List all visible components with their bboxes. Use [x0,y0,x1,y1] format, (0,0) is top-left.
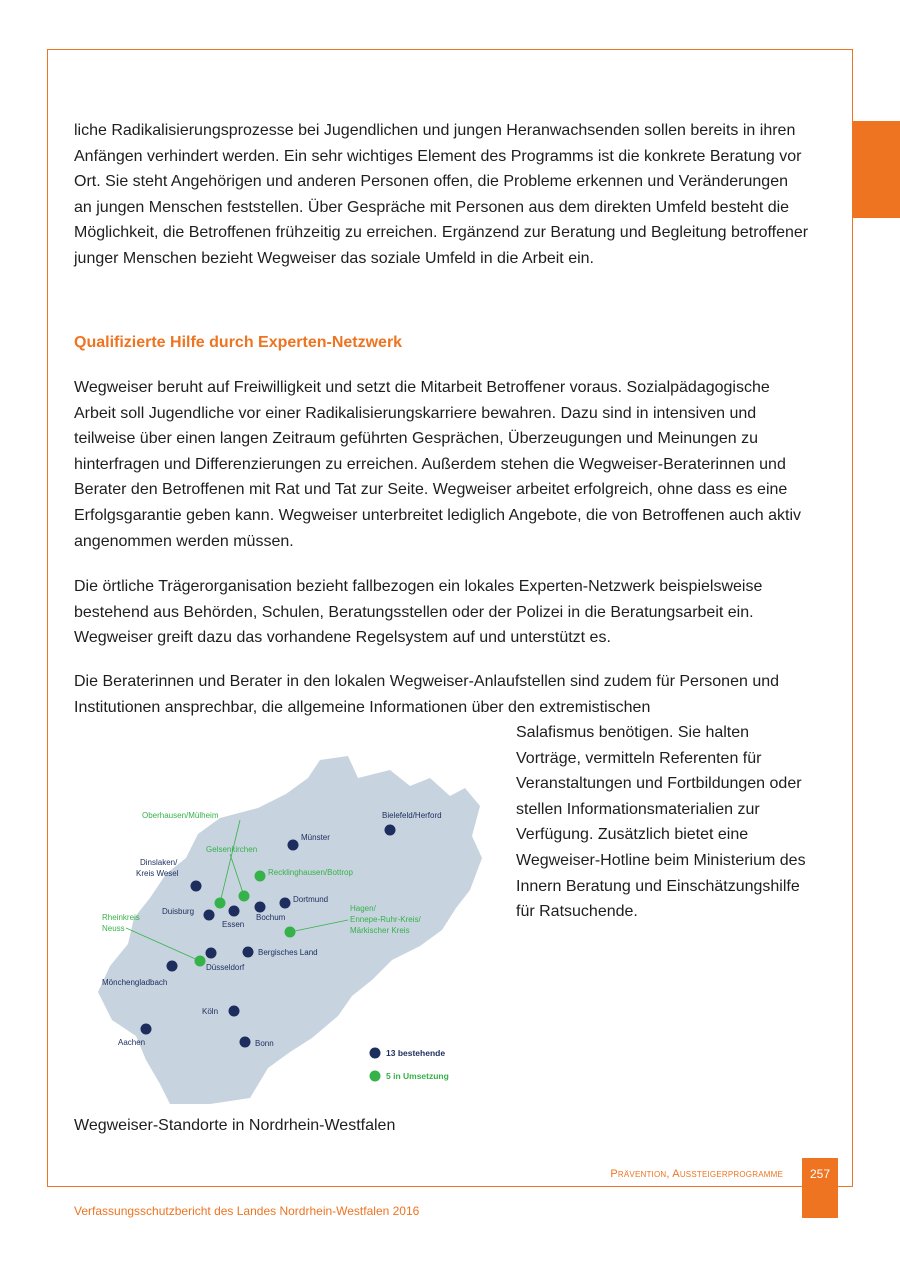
legend-dot-planned [370,1071,381,1082]
dot-recklinghausen [255,871,266,882]
dot-aachen [141,1024,152,1035]
chapter-tab [853,121,900,218]
paragraph-1: liche Radikalisierungsprozesse bei Jugendlichen und jungen Heranwachsenden sollen bereits in ihren Anfängen verhindert werden. Ein sehr wichtiges Element des Programms ist die konkrete Beratung vor Ort. Sie steht Angehörigen und anderen Personen offen, die Probleme erkennen und Veränderungen an jungen Menschen feststellen. Über Gespräche mit Personen aus dem direkten Umfeld besteht die Möglichkeit, die Betroffenen frühzeitig zu erreichen. Ergänzend zur Beratung und Begleitung betroffener junger Menschen bezieht Wegweiser das soziale Umfeld in die Arbeit ein. [74,122,809,267]
dot-bergisches [243,947,254,958]
legend-planned: 5 in Umsetzung [386,1071,449,1081]
dot-moenchengladbach [167,961,178,972]
dot-dinslaken [191,881,202,892]
label-kreis-wesel: Kreis Wesel [136,869,179,878]
label-moenchengladbach: Mönchengladbach [102,978,168,987]
legend-dot-existing [370,1048,381,1059]
label-essen: Essen [222,920,245,929]
legend-existing: 13 bestehende [386,1048,446,1058]
dot-essen [229,906,240,917]
paragraph-3: Die örtliche Trägerorganisation bezieht fallbezogen ein lokales Experten-Netzwerk beispielsweise bestehend aus Behörden, Schulen, Beratungsstellen oder der Polizei in die Beratungsarbeit ein. Wegweiser greift dazu das vorhandene Regelsystem auf und unterstützt es. [74,578,763,647]
paragraph-4-continued: Salafismus benötigen. Sie halten Vorträge, vermitteln Referenten für Veranstaltungen und Fortbildungen oder stellen Informationsmaterialien zur Verfügung. Zusätzlich bietet eine Wegweiser-Hotline beim Ministerium des Innern Beratung und Einschätzungshilfe für Ratsuchende. [516,724,806,921]
section-heading: Qualifizierte Hilfe durch Experten-Netzwerk [74,334,403,351]
label-ennepe: Ennepe-Ruhr-Kreis/ [350,915,421,924]
paragraph-2: Wegweiser beruht auf Freiwilligkeit und setzt die Mitarbeit Betroffener voraus. Sozialpädagogische Arbeit soll Jugendliche vor einer Radikalisierungskarriere bewahren. Dazu sind in intensiven und teilweise über einen langen Zeitraum geführten Gesprächen, Überzeugungen und Meinungen zu hinterfragen und Differenzierungen zu erreichen. Außerdem stehen die Wegweiser-Beraterinnen und Berater den Betroffenen mit Rat und Tat zur Seite. Wegweiser arbeitet erfolgreich, ohne dass es eine Erfolgsgarantie geben kann. Wegweiser unterbreitet lediglich Angebote, die von Betroffenen auch aktiv angenommen werden müssen. [74,379,801,550]
dot-duesseldorf [206,948,217,959]
label-gelsenkirchen: Gelsenkirchen [206,845,258,854]
label-maerkischer: Märkischer Kreis [350,926,410,935]
dot-bielefeld [385,825,396,836]
label-bielefeld: Bielefeld/Herford [382,811,442,820]
map-caption: Wegweiser-Standorte in Nordrhein-Westfalen [74,1117,396,1134]
label-dortmund: Dortmund [293,895,329,904]
label-aachen: Aachen [118,1038,146,1047]
running-footer-section: Prävention, Aussteigerprogramme [610,1168,783,1180]
label-duesseldorf: Düsseldorf [206,963,245,972]
label-duisburg: Duisburg [162,907,195,916]
label-neuss: Neuss [102,924,125,933]
label-bonn: Bonn [255,1039,274,1048]
publication-footer: Verfassungsschutzbericht des Landes Nordrhein-Westfalen 2016 [74,1204,420,1218]
label-rheinkreis: Rheinkreis [102,913,140,922]
label-bergisches: Bergisches Land [258,948,318,957]
dot-duisburg [204,910,215,921]
label-koeln: Köln [202,1007,219,1016]
dot-koeln [229,1006,240,1017]
nrw-map [90,748,490,1108]
paragraph-4: Die Beraterinnen und Berater in den lokalen Wegweiser-Anlaufstellen sind zudem für Personen und Institutionen ansprechbar, die allgemeine Informationen über den extremistischen [74,673,780,716]
dot-dortmund [280,898,291,909]
dot-muenster [288,840,299,851]
label-oberhausen: Oberhausen/Mülheim [142,811,219,820]
label-muenster: Münster [301,833,330,842]
label-dinslaken: Dinslaken/ [140,858,178,867]
page-number: 257 [802,1158,838,1218]
dot-bonn [240,1037,251,1048]
label-recklinghausen: Recklinghausen/Bottrop [268,868,353,877]
label-bochum: Bochum [256,913,286,922]
label-hagen: Hagen/ [350,904,376,913]
dot-bochum [255,902,266,913]
